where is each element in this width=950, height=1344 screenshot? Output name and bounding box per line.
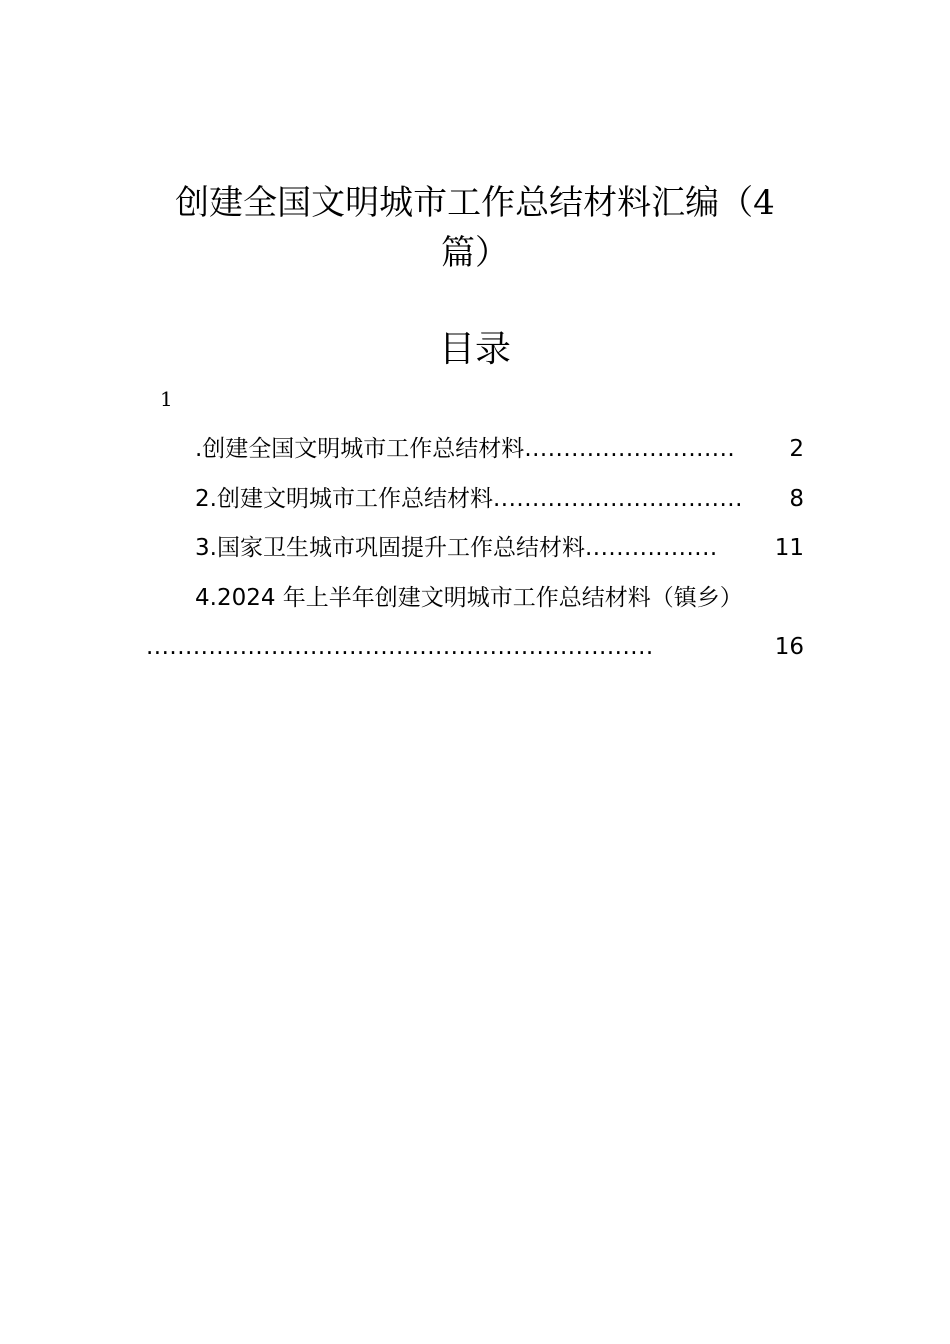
toc-item-leader: ................................................................. <box>146 634 654 660</box>
title-text-line1: 创建全国文明城市工作总结材料汇编（ <box>175 183 754 223</box>
toc-item-2[interactable] <box>195 482 804 516</box>
toc-item-label: 3.国家卫生城市巩固提升工作总结材料 <box>195 535 585 561</box>
toc-item-4[interactable] <box>195 581 743 615</box>
title-count: 4 <box>753 183 775 223</box>
toc-heading: 目录 <box>438 329 511 370</box>
title-text-line2: 篇） <box>441 233 509 273</box>
stray-number: 1 <box>160 387 173 411</box>
toc-item-page: 11 <box>774 535 804 561</box>
toc-item-label: 4.2024 年上半年创建文明城市工作总结材料（镇乡） <box>195 585 743 611</box>
toc-item-leader: ................................ <box>492 486 743 512</box>
toc-item-leader: ................. <box>584 535 718 561</box>
toc-item-page: 8 <box>789 486 804 512</box>
toc-item-label: 2.创建文明城市工作总结材料 <box>195 486 493 512</box>
toc-item-page: 16 <box>774 634 804 660</box>
toc-item-leader: ........................... <box>524 436 736 462</box>
toc-item-page: 2 <box>789 436 804 462</box>
toc-item-1[interactable] <box>195 432 804 466</box>
toc-item-3[interactable] <box>195 531 804 565</box>
toc-item-label: .创建全国文明城市工作总结材料 <box>195 436 525 462</box>
toc-item-4-continuation[interactable] <box>146 630 804 664</box>
